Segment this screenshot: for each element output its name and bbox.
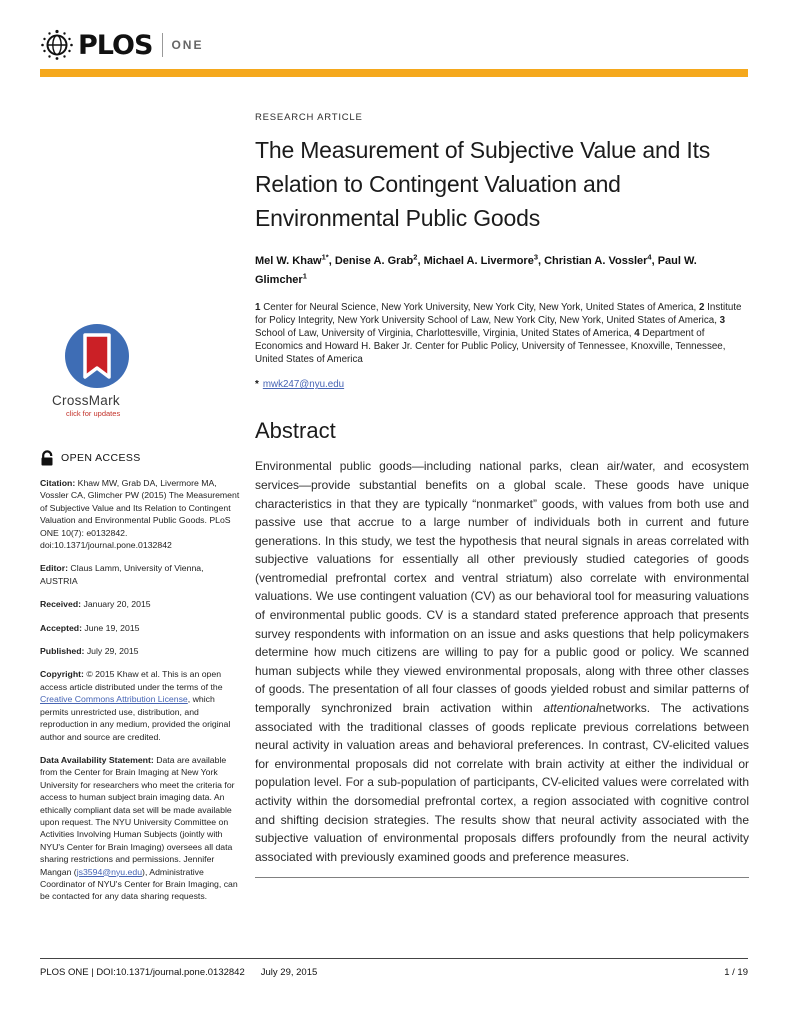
crossmark-subtitle: click for updates	[66, 409, 121, 418]
abstract-end-rule	[255, 877, 749, 878]
article-sidebar	[40, 323, 241, 903]
crossmark-icon	[64, 323, 130, 389]
author: , Christian A. Vossler$^4$	[537, 252, 652, 267]
footer-page-number: 1 / 19	[724, 967, 748, 978]
page-footer	[40, 958, 748, 978]
article-title: The Measurement of Subjective Value and Its Relation to Contingent Valuation and Environmental Public Goods	[255, 137, 711, 231]
crossmark-title: CrossMark	[52, 393, 120, 408]
received-block: Received: January 20, 2015	[40, 599, 151, 610]
corresponding-email-link[interactable]: mwk247@nyu.edu	[262, 379, 345, 391]
author: Mel W. Khaw$^{1*}$	[255, 252, 329, 267]
citation-block: Citation: Khaw MW, Grab DA, Livermore MA, Vossler CA, Glimcher PW (2015) The Measurement of Subjective Value and Its Relation to Contingent Valuation and Environmental Public Goods. PLoS ONE 10(7): e0132842. doi:10.1371/journal.pone.0132842	[40, 478, 240, 551]
open-access-label: OPEN ACCESS	[61, 452, 141, 464]
corresponding-marker: *	[255, 379, 259, 391]
abstract-italic-word: attentional	[543, 701, 599, 716]
accent-bar	[40, 69, 748, 77]
corresponding-author-line	[255, 379, 749, 390]
article-main-column	[255, 112, 749, 886]
abstract-heading: Abstract	[255, 418, 336, 444]
author: , Paul W. Glimcher$^1$	[255, 254, 697, 287]
footer-left	[40, 967, 317, 978]
editor-block: Editor: Claus Lamm, University of Vienna, AUSTRIA	[40, 563, 204, 586]
plos-globe-icon	[40, 28, 74, 62]
author: , Michael A. Livermore$^3$	[417, 252, 538, 267]
article-type-label: RESEARCH ARTICLE	[255, 112, 363, 123]
data-availability-block: Data Availability Statement: Data are available from the Center for Brain Imaging at New York University for researchers who meet the criteria for access to human subject brain imaging data. An ethically compliant data set will be made available upon request. The NYU University Committee on Activities Involving Human Subjects (jointly with NYU's Center for Brain Imaging) oversees all data sharing restrictions and permissions. Jennifer Mangan (js3594@nyu.edu), Administrative Coordinator of NYU's Center for Brain Imaging, can be contacted for any data sharing requests.	[40, 754, 238, 902]
open-lock-icon	[40, 450, 55, 466]
author-list	[255, 249, 749, 288]
logo-divider	[162, 33, 163, 57]
footer-date: July 29, 2015	[260, 967, 318, 978]
affiliations: 1 Center for Neural Science, New York University, New York City, New York, United States of America, 2 Institute for Policy Integrity, New York University School of Law, New York City, New York, United States of America, 3 School of Law, University of Virginia, Charlottesville, Virginia, United States of America, 4 Department of Economics and Howard H. Baker Jr. Center for Public Policy, University of Tennessee, Knoxville, Tennessee, United States of America	[255, 302, 742, 366]
published-block: Published: July 29, 2015	[40, 646, 139, 657]
plos-logo-text: PLOS	[78, 29, 153, 61]
abstract-text: Environmental public goods—including national parks, clean air/water, and ecosystem services—provide substantial benefits on a global scale. These goods have unique characteristics in that they are typically “nonmarket” goods, with values from both use and passive use that accrue to a large number of individuals both in current and future generations. In this study, we test the hypothesis that neural signals in areas correlated with subjective valuations for essentially all other previously studied categories of goods (ventromedial prefrontal cortex and ventral striatum) also correlate with environmental valuations. We use contingent valuation (CV) as our behavioral tool for measuring valuations of environmental public goods. CV is a standard stated preference approach that presents survey respondents with information on an issue and asks questions that help policymakers determine how much citizens are willing to pay for a public good or policy. We scanned human subjects while they viewed environmental proposals, along with three other classes of goods. The presentation of all four classes of goods yielded robust and similar patterns of temporally synchronized brain activation within attentionalnetworks. The activations associated with the traditional classes of goods replicate previous correlations between neural activity in valuation areas and behavioral preferences. In contrast, CV-elicited values for environmental proposals did not correlate with brain activity at either the individual or population level. For a sub-population of participants, CV-elicited values were correlated with activity within the dorsomedial prefrontal cortex, a region associated with cognitive control and shifting decision strategies. The results show that neural activity associated with the subjective valuation of environmental proposals differs profoundly from the neural activity associated with previously examined goods and preference measures.	[255, 459, 749, 864]
data-contact-email-link[interactable]: js3594@nyu.edu	[76, 866, 143, 877]
copyright-block: Copyright: © 2015 Khaw et al. This is an open access article distributed under the terms of the Creative Commons Attribution License, which permits unrestricted use, distribution, and reproduction in any medium, provided the original author and source are credited.	[40, 669, 231, 742]
crossmark-badge[interactable]	[52, 323, 148, 418]
accepted-block: Accepted: June 19, 2015	[40, 622, 140, 633]
author: , Denise A. Grab$^2$	[328, 252, 418, 267]
journal-name: ONE	[171, 38, 204, 52]
open-access-row	[40, 450, 241, 466]
plos-masthead	[40, 28, 203, 62]
footer-doi: PLOS ONE | DOI:10.1371/journal.pone.0132842	[40, 967, 245, 978]
cc-license-link[interactable]: Creative Commons Attribution License	[40, 694, 188, 705]
